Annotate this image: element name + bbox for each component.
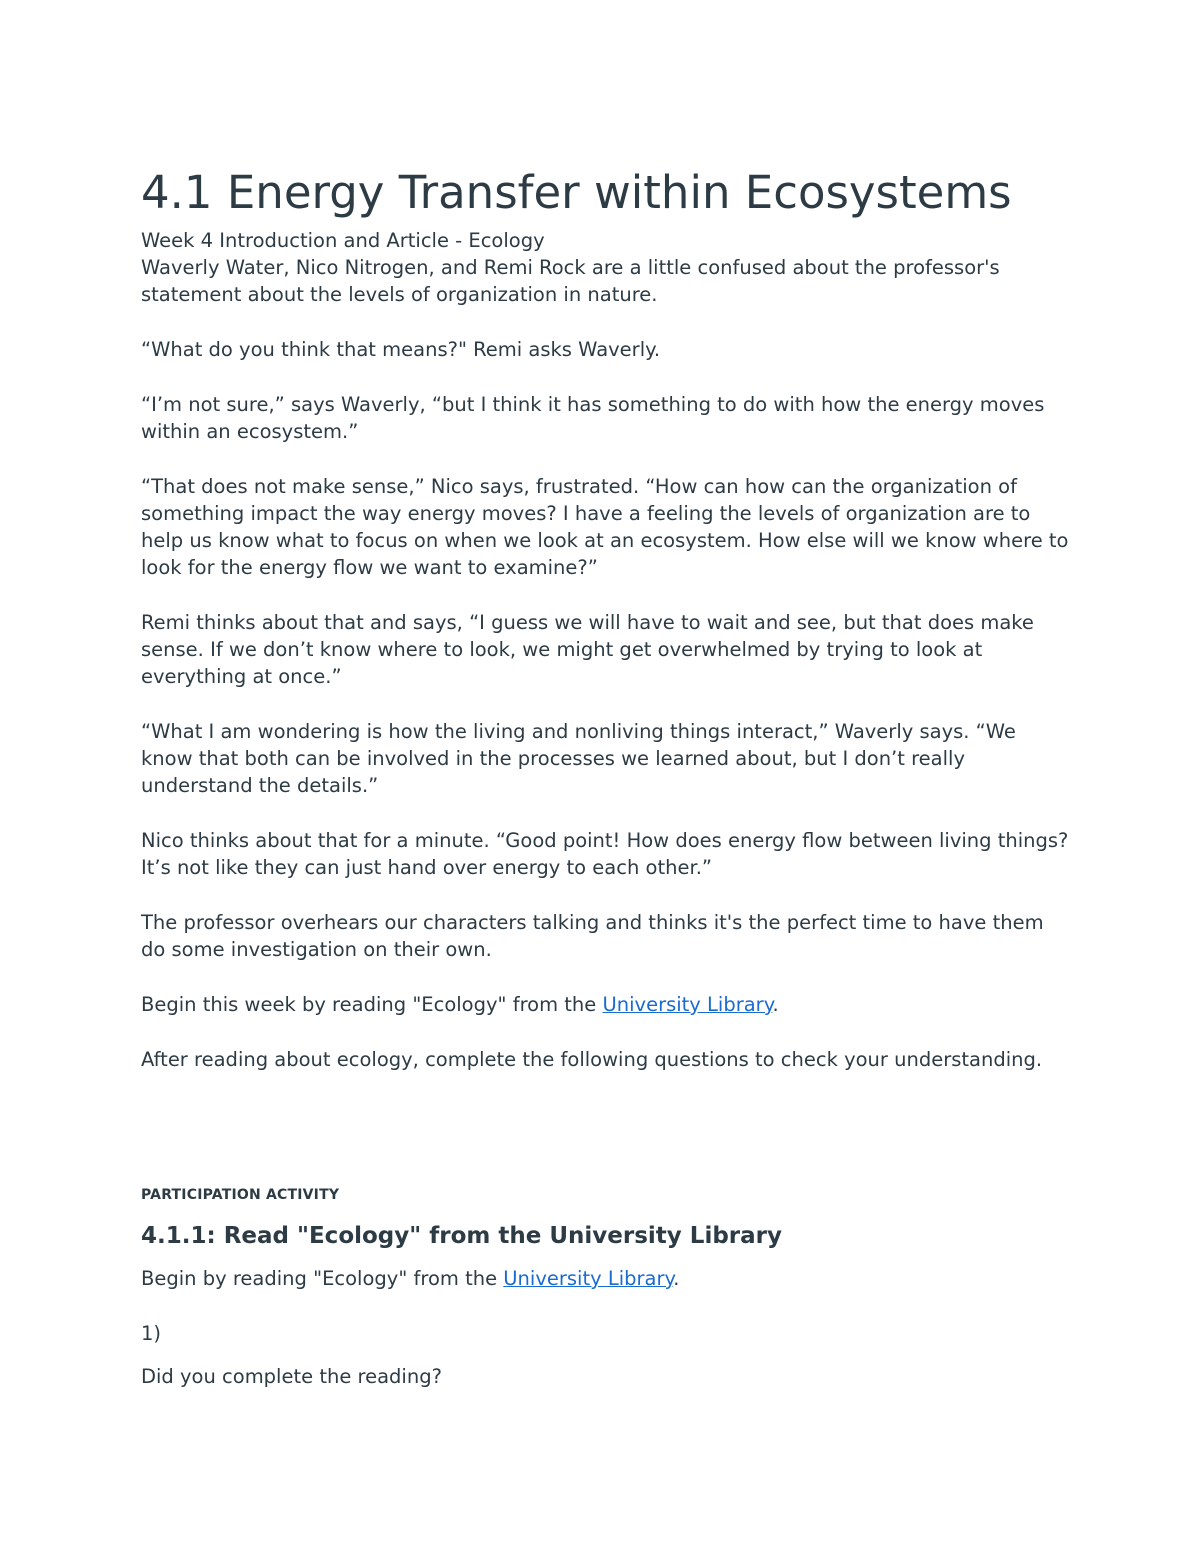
question-text: Did you complete the reading? <box>141 1365 442 1388</box>
participation-activity-label: PARTICIPATION ACTIVITY <box>141 1187 340 1203</box>
after-reading-paragraph: After reading about ecology, complete the following questions to check your understanding. <box>141 1048 1043 1071</box>
story-paragraph-2: “What do you think that means?" Remi asks Waverly. <box>141 338 661 361</box>
begin-reading-prefix: Begin this week by reading "Ecology" from the <box>141 993 603 1016</box>
page-subtitle: Week 4 Introduction and Article - Ecology <box>141 229 545 252</box>
story-paragraph-4: “That does not make sense,” Nico says, frustrated. “How can how can the organization of something impact the way energy moves? I have a feeling the levels of organization are to help us know what to focus on when we look at an ecosystem. How else will we know where to look for the energy flow we want to examine?” <box>141 475 1069 579</box>
story-paragraph-8: The professor overhears our characters talking and thinks it's the perfect time to have them do some investigation on their own. <box>141 911 1044 961</box>
story-paragraph-6: “What I am wondering is how the living and nonliving things interact,” Waverly says. “We know that both can be involved in the processes we learned about, but I don’t really understand the details.” <box>141 720 1016 797</box>
page-title: 4.1 Energy Transfer within Ecosystems <box>141 166 1012 219</box>
question-number: 1) <box>141 1322 162 1345</box>
story-paragraph-5: Remi thinks about that and says, “I guess we will have to wait and see, but that does make sense. If we don’t know where to look, we might get overwhelmed by trying to look at everything at once.” <box>141 611 1034 688</box>
university-library-link[interactable]: University Library <box>602 993 773 1016</box>
story-paragraph-1: Waverly Water, Nico Nitrogen, and Remi Rock are a little confused about the professor's statement about the levels of organization in nature. <box>141 256 1000 306</box>
activity-university-library-link[interactable]: University Library <box>503 1267 674 1290</box>
activity-heading: 4.1.1: Read "Ecology" from the University Library <box>141 1223 782 1249</box>
story-paragraph-7: Nico thinks about that for a minute. “Good point! How does energy flow between living things? It’s not like they can just hand over energy to each other.” <box>141 829 1069 879</box>
begin-reading-paragraph <box>141 991 1071 1018</box>
activity-instruction-suffix: . <box>673 1267 680 1290</box>
activity-instruction-prefix: Begin by reading "Ecology" from the <box>141 1267 504 1290</box>
story-paragraph-3: “I’m not sure,” says Waverly, “but I think it has something to do with how the energy moves within an ecosystem.” <box>141 393 1045 443</box>
document-page <box>141 165 1071 1418</box>
begin-reading-suffix: . <box>772 993 779 1016</box>
activity-instruction <box>141 1265 1071 1292</box>
